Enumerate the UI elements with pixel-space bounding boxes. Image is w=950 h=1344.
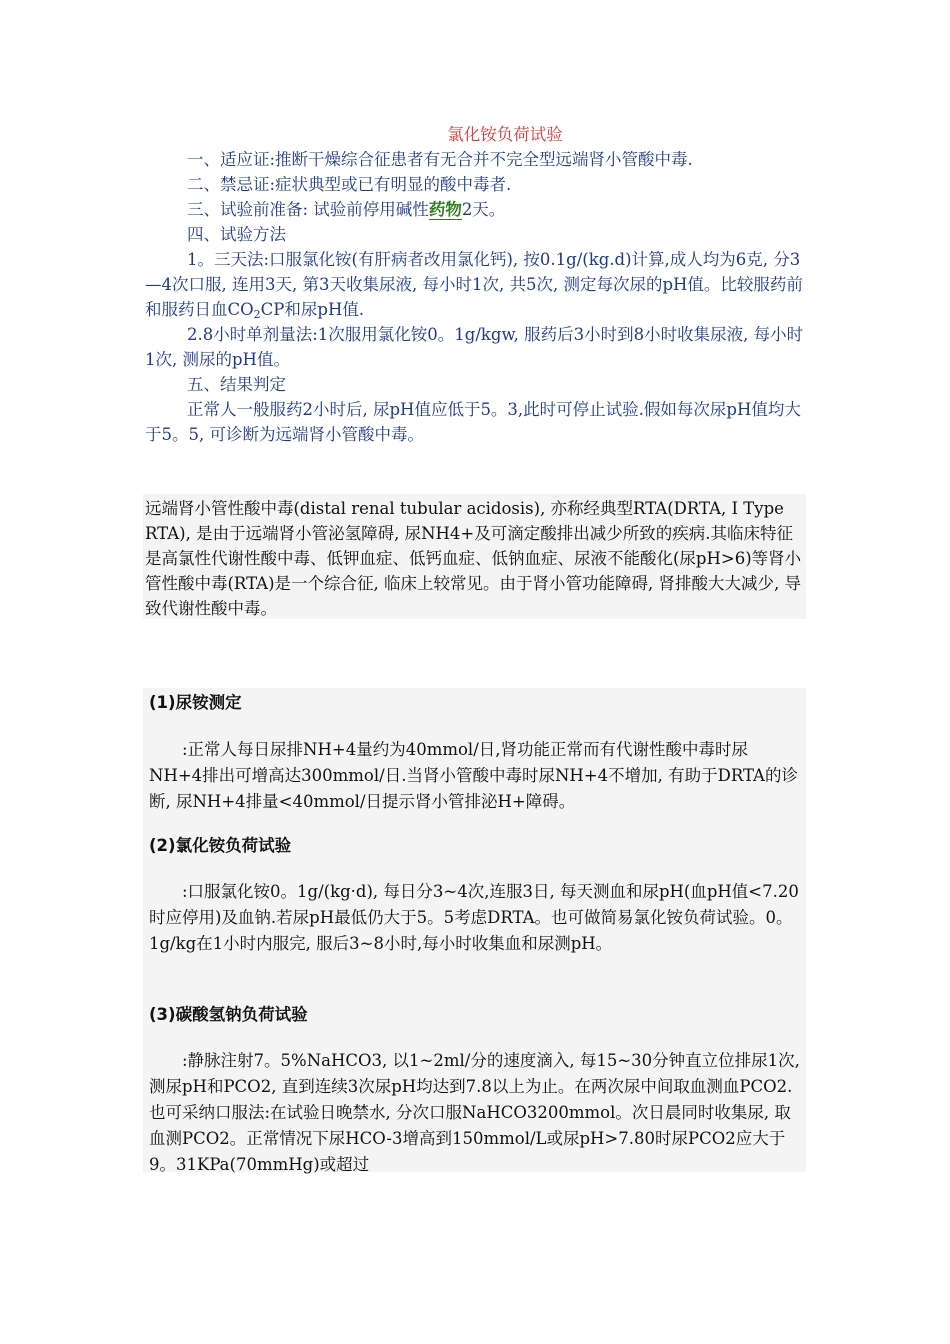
drta-definition-block — [143, 494, 806, 619]
three-day-method-text: 1。三天法:口服氯化铵(有肝病者改用氯化钙), 按0.1g/(kg.d)计算,成人均为6克, 分3—4次口服, 连用3天, 第3天收集尿液, 每小时1次, 共5次, 测定每次尿的pH值。比较服药前和服药日血CO — [145, 250, 803, 319]
ammonium-chloride-heading: (2)氯化铵负荷试验 — [149, 836, 292, 855]
drug-link[interactable]: 药物 — [428, 200, 462, 219]
preparation-text: 三、试验前准备: 试验前停用碱性 — [187, 200, 429, 219]
three-day-method-tail: CP和尿pH值. — [260, 300, 365, 319]
drta-paragraph: 远端肾小管性酸中毒(distal renal tubular acidosis), 亦称经典型RTA(DRTA, Ⅰ Type RTA), 是由于远端肾小管泌氢障碍, 尿NH4+及可滴定酸排出减少所致的疾病.其临床特征是高氯性代谢性酸中毒、低钾血症、低钙血症、低钠血症、尿液不能酸化(尿pH>6)等肾小管性酸中毒(RTA)是一个综合征, 临床上较常见。由于肾小管功能障碍, 肾排酸大大减少, 导致代谢性酸中毒。 — [145, 499, 802, 618]
ammonium-chloride-paragraph: :口服氯化铵0。1g/(kg·d), 每日分3~4次,连服3日, 每天测血和尿pH(血pH值<7.20时应停用)及血钠.若尿pH最低仍大于5。5考虑DRTA。也可做简易氯化铵负荷试验。0。1g/kg在1小时内服完, 服后3~8小时,每小时收集血和尿测pH。 — [149, 882, 799, 953]
bicarbonate-paragraph: :静脉注射7。5%NaHCO3, 以1~2ml/分的速度滴入, 每15~30分钟直立位排尿1次, 测尿pH和PCO2, 直到连续3次尿pH均达到7.8以上为止。在两次尿中间取血测血PCO2.也可采纳口服法:在试验日晚禁水, 分次口服NaHCO3200mmol。次日晨同时收集尿, 取血测PCO2。正常情况下尿HCO-3增高到150mmol/L或尿pH>7.80时尿PCO2应大于9。31KPa(70mmHg)或超过 — [149, 1051, 800, 1174]
urine-ammonium-heading: (1)尿铵测定 — [149, 693, 242, 712]
single-dose-method: 2.8小时单剂量法:1次服用氯化铵0。1g/kgw, 服药后3小时到8小时收集尿液, 每小时1次, 测尿的pH值。 — [145, 325, 804, 369]
result-heading: 五、结果判定 — [187, 375, 286, 394]
ammonium-chloride-section — [145, 122, 805, 447]
contraindication-line: 二、禁忌证:症状典型或已有明显的酸中毒者. — [187, 175, 512, 194]
indication-line: 一、适应证:推断干燥综合征患者有无合并不完全型远端肾小管酸中毒. — [187, 150, 693, 169]
preparation-suffix: 2天。 — [461, 200, 506, 219]
co2-subscript: 2 — [253, 308, 261, 321]
method-heading: 四、试验方法 — [187, 225, 286, 244]
diagnostic-tests-block — [143, 688, 806, 1172]
bicarbonate-heading: (3)碳酸氢钠负荷试验 — [149, 1005, 308, 1024]
result-text: 正常人一般服药2小时后, 尿pH值应低于5。3,此时可停止试验.假如每次尿pH值均大于5。5, 可诊断为远端肾小管酸中毒。 — [145, 400, 801, 444]
urine-ammonium-paragraph: :正常人每日尿排NH+4量约为40mmol/日,肾功能正常而有代谢性酸中毒时尿NH+4排出可增高达300mmol/日.当肾小管酸中毒时尿NH+4不增加, 有助于DRTA的诊断, 尿NH+4排量<40mmol/日提示肾小管排泌H+障碍。 — [149, 740, 798, 811]
preparation-line — [145, 197, 805, 222]
section-title: 氯化铵负荷试验 — [447, 125, 563, 144]
three-day-method — [145, 247, 805, 322]
